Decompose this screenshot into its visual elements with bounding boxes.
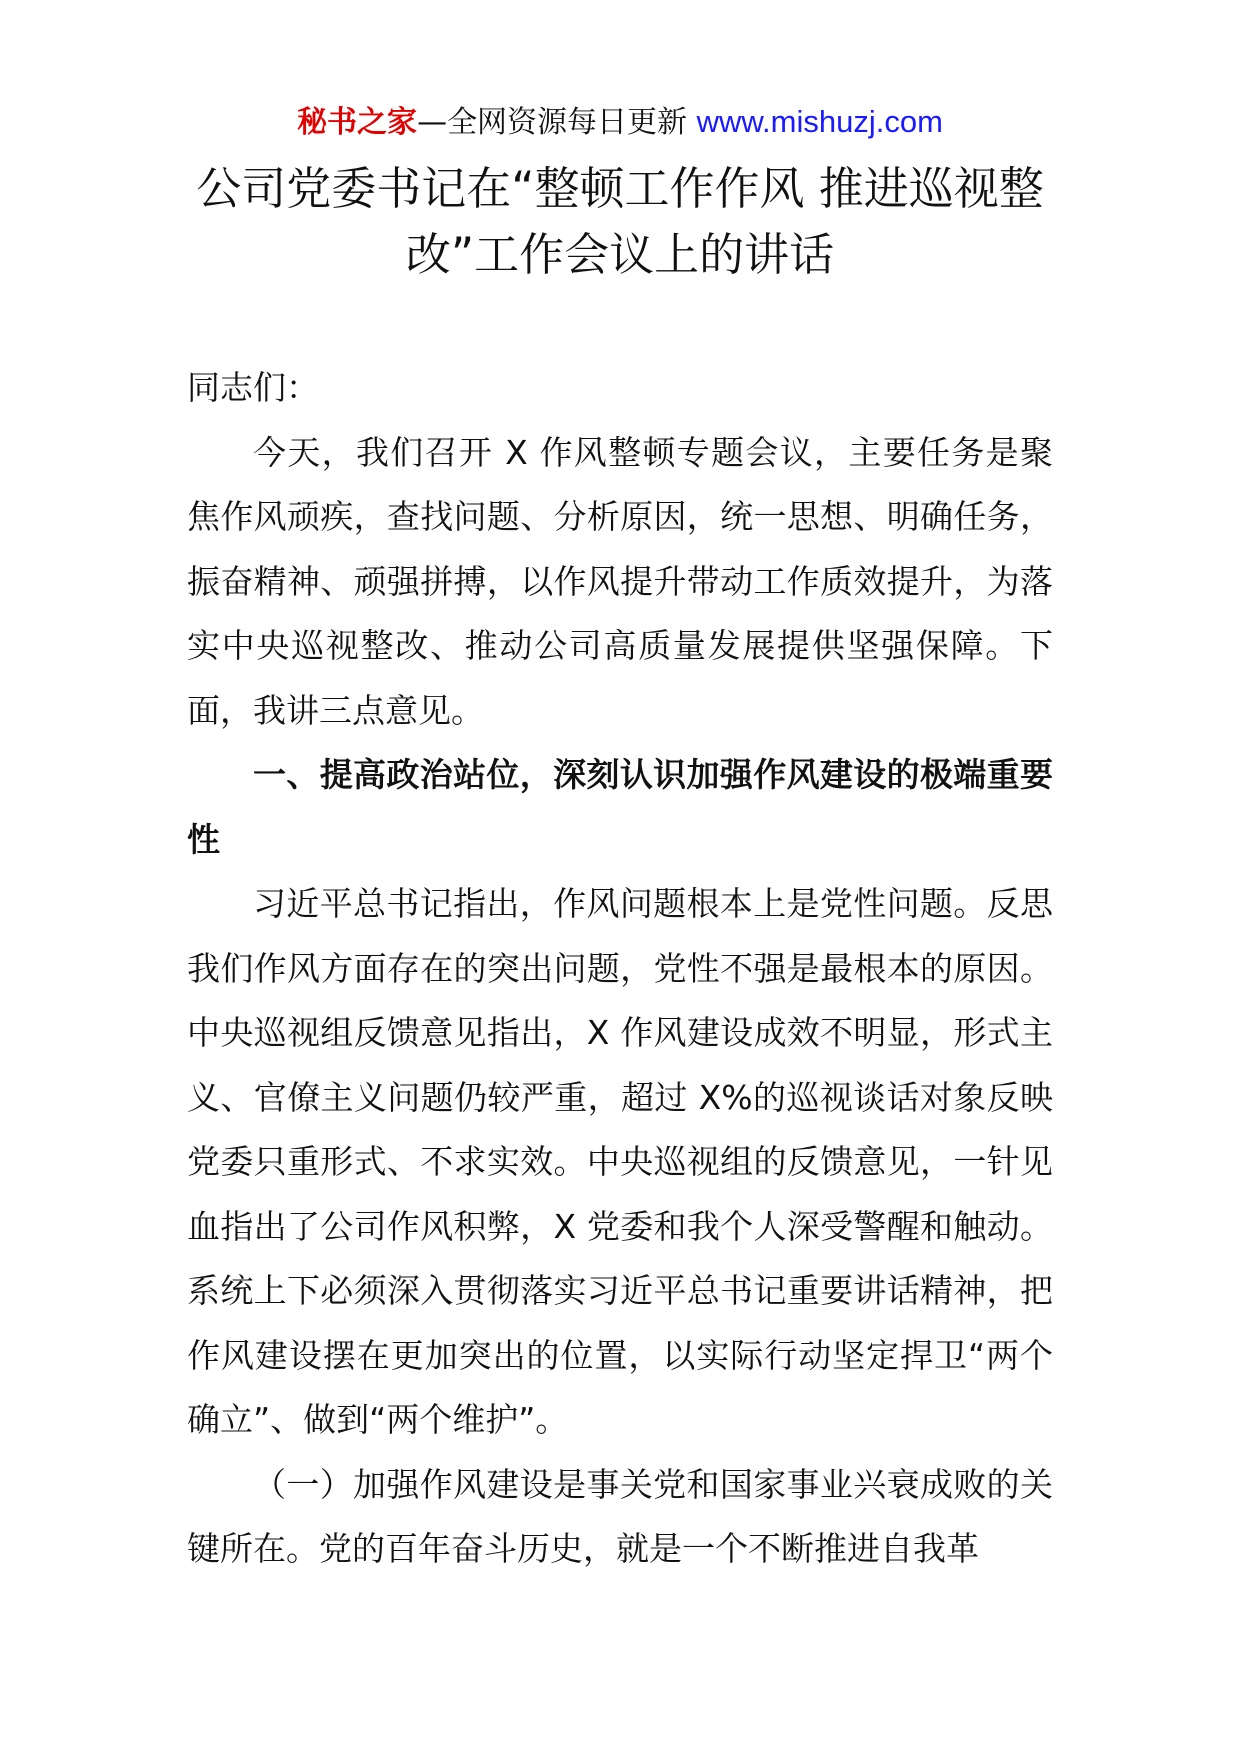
paragraph-subsection-1: （一）加强作风建设是事关党和国家事业兴衰成败的关键所在。党的百年奋斗历史，就是一个不断推进自我革: [187, 1464, 1053, 1568]
site-url-link[interactable]: www.mishuzj.com: [696, 104, 943, 139]
section-heading-1: 一、提高政治站位，深刻认识加强作风建设的极端重要性: [187, 755, 1053, 859]
salutation: 同志们：: [187, 368, 319, 407]
document-title: 公司党委书记在“整顿工作作风 推进巡视整改”工作会议上的讲话: [196, 162, 1044, 281]
site-slogan: —全网资源每日更新: [417, 105, 688, 140]
paragraph-intro: 今天，我们召开 X 作风整顿专题会议，主要任务是聚焦作风顽疾，查找问题、分析原因，统一思想、明确任务，振奋精神、顽强拼搏，以作风提升带动工作质效提升，为落实中央巡视整改、推动公司高质量发展提供坚强保障。下面，我讲三点意见。: [187, 432, 1053, 730]
paragraph-section-1: 习近平总书记指出，作风问题根本上是党性问题。反思我们作风方面存在的突出问题，党性不强是最根本的原因。中央巡视组反馈意见指出，X 作风建设成效不明显，形式主义、官僚主义问题仍较严重，超过 X%的巡视谈话对象反映党委只重形式、不求实效。中央巡视组的反馈意见，一针见血指出了公司作风积弊，X 党委和我个人深受警醒和触动。系统上下必须深入贯彻落实习近平总书记重要讲话精神，把作风建设摆在更加突出的位置，以实际行动坚定捍卫“两个确立”、做到“两个维护”。: [187, 884, 1053, 1439]
site-brand: 秘书之家: [297, 105, 418, 140]
document-body: [187, 356, 1053, 1582]
site-header: [0, 100, 1240, 145]
